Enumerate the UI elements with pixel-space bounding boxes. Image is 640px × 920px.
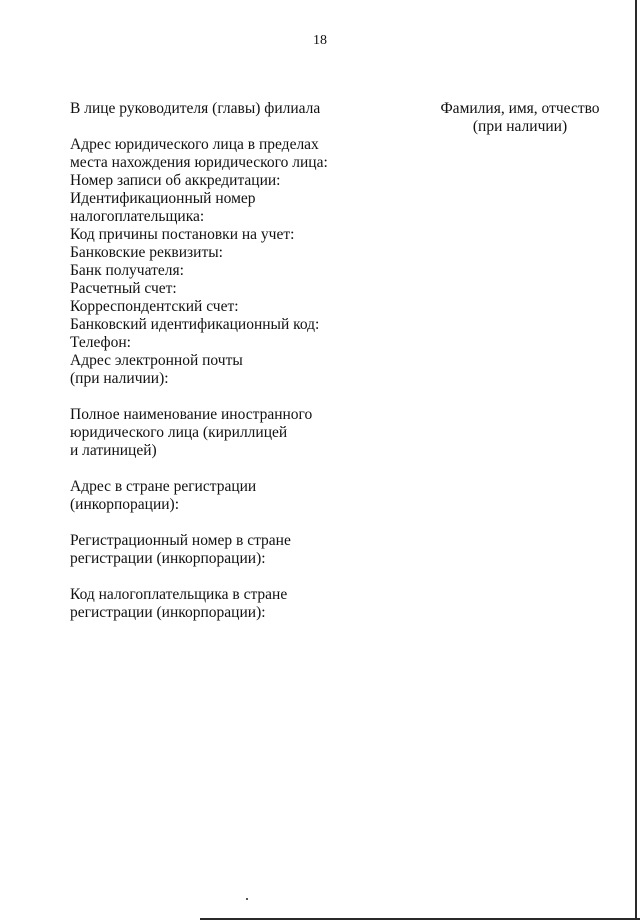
foreign-name-label-line-1: Полное наименование иностранного	[70, 406, 313, 423]
correspondent-account-label: Корреспондентский счет:	[70, 298, 239, 315]
registration-address-label-line-1: Адрес в стране регистрации	[70, 478, 257, 495]
tax-code-label-line-2: регистрации (инкорпорации):	[70, 604, 266, 621]
representative-label: В лице руководителя (главы) филиала	[70, 100, 321, 117]
legal-address-label-line-2: места нахождения юридического лица:	[70, 154, 328, 171]
full-name-label-line-1: Фамилия, имя, отчество	[440, 100, 600, 117]
registration-number-label-line-2: регистрации (инкорпорации):	[70, 550, 266, 567]
registration-number-label-line-1: Регистрационный номер в стране	[70, 532, 291, 549]
bank-details-label: Банковские реквизиты:	[70, 244, 223, 261]
tax-code-label-line-1: Код налогоплательщика в стране	[70, 586, 288, 603]
taxpayer-id-label-line-1: Идентификационный номер	[70, 190, 256, 207]
bik-label: Банковский идентификационный код:	[70, 316, 320, 333]
email-label-line-1: Адрес электронной почты	[70, 352, 243, 369]
phone-label: Телефон:	[70, 334, 131, 351]
registration-address-label-line-2: (инкорпорации):	[70, 496, 180, 513]
page-number: 18	[313, 33, 327, 48]
taxpayer-id-label-line-2: налогоплательщика:	[70, 208, 205, 225]
page-border-right	[635, 0, 637, 920]
accreditation-record-label: Номер записи об аккредитации:	[70, 172, 281, 189]
kpp-label: Код причины постановки на учет:	[70, 226, 295, 243]
requisites-column	[70, 100, 370, 622]
scan-speck	[246, 898, 248, 900]
email-label-line-2: (при наличии):	[70, 370, 169, 387]
settlement-account-label: Расчетный счет:	[70, 280, 177, 297]
signatory-name-column	[430, 100, 610, 136]
legal-address-label-line-1: Адрес юридического лица в пределах	[70, 136, 319, 153]
full-name-label-line-2: (при наличии)	[472, 118, 568, 135]
foreign-name-label-line-2: юридического лица (кириллицей	[70, 424, 288, 441]
foreign-name-label-line-3: и латиницей)	[70, 442, 157, 459]
beneficiary-bank-label: Банк получателя:	[70, 262, 184, 279]
